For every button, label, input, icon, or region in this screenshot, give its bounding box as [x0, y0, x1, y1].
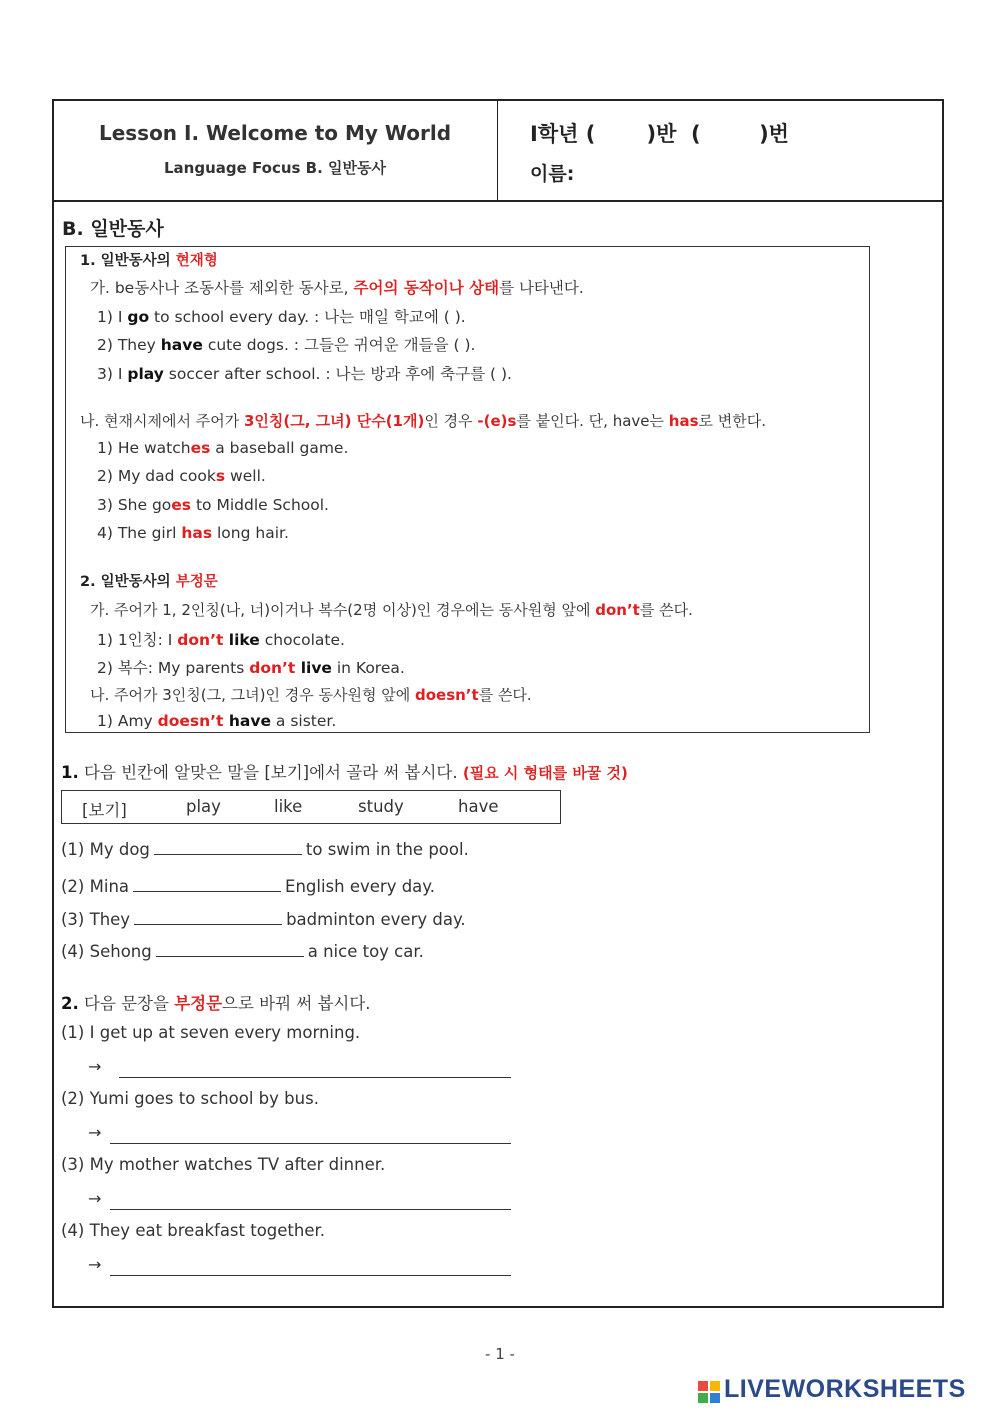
arrow-icon: → — [88, 1189, 102, 1208]
header-column-divider — [497, 99, 498, 201]
exercise2-instruction: 2. 다음 문장을 부정문으로 바꿔 써 봅시다. — [61, 994, 371, 1013]
exercise1-item: (1) My dog to swim in the pool. — [61, 840, 469, 859]
liveworksheets-logo[interactable]: LIVEWORKSHEETS — [724, 1375, 966, 1403]
rule1-na: 나. 현재시제에서 주어가 3인칭(그, 그녀) 단수(1개)인 경우 -(e)s를 붙인다. 단, have는 has로 변한다. — [80, 412, 766, 430]
answer-blank[interactable] — [154, 840, 302, 855]
name-label: 이름: — [530, 163, 575, 185]
answer-line[interactable] — [110, 1209, 511, 1210]
exercise2-sentence: (1) I get up at seven every morning. — [61, 1023, 361, 1042]
header-divider — [52, 200, 944, 202]
rule1-title: 1. 일반동사의 현재형 — [80, 253, 218, 269]
rule1-na-example: 3) She goes to Middle School. — [97, 496, 329, 514]
page-number: - 1 - — [485, 1345, 515, 1363]
rule1-ga: 가. be동사나 조동사를 제외한 동사로, 주어의 동작이나 상태를 나타낸다. — [90, 279, 584, 297]
word-bank-word: like — [274, 797, 303, 816]
answer-line[interactable] — [110, 1143, 511, 1144]
answer-blank[interactable] — [156, 942, 304, 957]
rule2-title: 2. 일반동사의 부정문 — [80, 574, 218, 590]
rule1-na-example: 4) The girl has long hair. — [97, 524, 289, 542]
exercise2-sentence: (4) They eat breakfast together. — [61, 1221, 326, 1240]
arrow-icon: → — [88, 1123, 102, 1142]
arrow-icon: → — [88, 1255, 102, 1274]
section-title: B. 일반동사 — [62, 218, 164, 240]
exercise1-instruction: 1. 다음 빈칸에 알맞은 말을 [보기]에서 골라 써 봅시다. (필요 시 형태를 바꿀 것) — [61, 763, 628, 782]
arrow-icon: → — [88, 1057, 102, 1076]
exercise1-item: (3) They badminton every day. — [61, 910, 466, 929]
rule1-example: 2) They have cute dogs. : 그들은 귀여운 개들을 ( ). — [97, 336, 476, 354]
exercise1-item: (2) Mina English every day. — [61, 877, 435, 896]
answer-line[interactable] — [110, 1275, 511, 1276]
rule2-example: 1) 1인칭: I don’t like chocolate. — [97, 631, 345, 649]
rule2-example: 2) 복수: My parents don’t live in Korea. — [97, 659, 405, 677]
rule1-na-example: 1) He watches a baseball game. — [97, 439, 349, 457]
exercise2-sentence: (2) Yumi goes to school by bus. — [61, 1089, 319, 1108]
exercise1-item: (4) Sehong a nice toy car. — [61, 942, 424, 961]
class-number-field: I학년 ( )반 ( )번 — [530, 122, 789, 146]
answer-line[interactable] — [119, 1077, 511, 1078]
lesson-title: Lesson I. Welcome to My World — [98, 121, 452, 145]
word-bank-label: [보기] — [82, 801, 127, 820]
exercise2-sentence: (3) My mother watches TV after dinner. — [61, 1155, 386, 1174]
answer-blank[interactable] — [134, 910, 282, 925]
rule2-ga: 가. 주어가 1, 2인칭(나, 너)이거나 복수(2명 이상)인 경우에는 동사원형 앞에 don’t를 쓴다. — [90, 601, 693, 619]
rule2-na: 나. 주어가 3인칭(그, 그녀)인 경우 동사원형 앞에 doesn’t를 쓴다. — [90, 686, 532, 704]
word-bank-word: study — [358, 797, 404, 816]
rule1-example: 3) I play soccer after school. : 나는 방과 후에 축구를 ( ). — [97, 365, 512, 383]
rule1-example: 1) I go to school every day. : 나는 매일 학교에 ( ). — [97, 308, 466, 326]
liveworksheets-logo-icon — [698, 1381, 720, 1403]
rule2-example: 1) Amy doesn’t have a sister. — [97, 712, 337, 730]
rule1-na-example: 2) My dad cooks well. — [97, 467, 266, 485]
word-bank-word: have — [458, 797, 499, 816]
focus-title: Language Focus B. 일반동사 — [163, 159, 386, 177]
word-bank-word: play — [186, 797, 221, 816]
answer-blank[interactable] — [133, 877, 281, 892]
